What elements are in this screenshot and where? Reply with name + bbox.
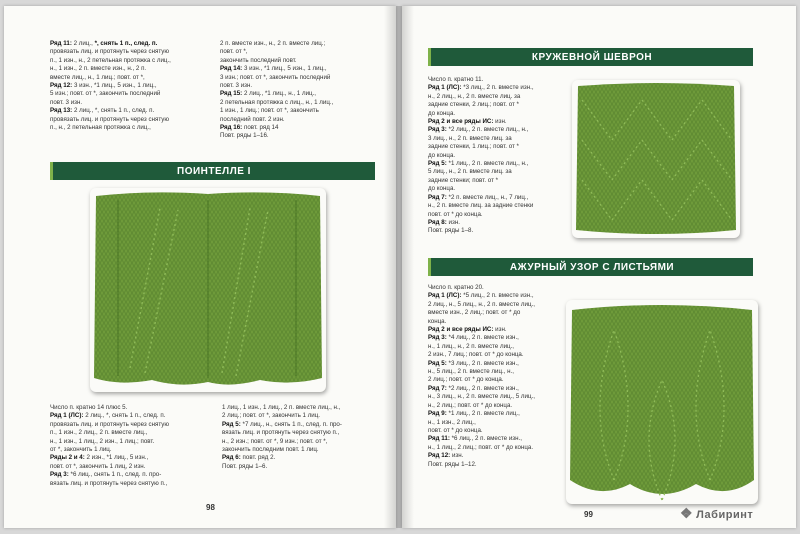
instruction-line bbox=[50, 124, 218, 132]
instruction-line bbox=[428, 334, 568, 342]
instruction-line bbox=[220, 40, 382, 48]
row-text: 2 петельная протяжка с лиц., н., 1 лиц., bbox=[220, 98, 334, 106]
instruction-line bbox=[50, 99, 218, 107]
row-text: н., 1 изн., 1 лиц., 2 изн., 1 лиц.; повт. bbox=[50, 437, 155, 445]
instruction-line bbox=[220, 99, 382, 107]
row-text: Повт. ряды 1–16. bbox=[220, 132, 269, 140]
row-text: повт. ряд 2. bbox=[242, 454, 276, 462]
instruction-line bbox=[222, 463, 382, 471]
instruction-line bbox=[220, 132, 382, 140]
row-text: задние стенки, 1 лиц.; повт. от * bbox=[428, 143, 519, 151]
row-text: н., 5 лиц., 2 п. вместе лиц., н., bbox=[428, 368, 515, 376]
instruction-line bbox=[220, 116, 382, 124]
instruction-line bbox=[50, 107, 218, 115]
row-text: Число п. кратно 20. bbox=[428, 284, 484, 291]
section-banner-pointelle bbox=[50, 162, 375, 180]
instruction-line bbox=[428, 76, 570, 84]
row-text: 1 лиц., 1 изн., 1 лиц., 2 п. вместе лиц., н., bbox=[222, 404, 341, 411]
row-text: до конца. bbox=[428, 185, 456, 193]
row-text: закончить последний повт. bbox=[220, 56, 297, 64]
row-text: Повт. ряды 1–6. bbox=[222, 462, 268, 470]
row-label: Ряд 14: bbox=[220, 65, 244, 73]
row-text: вязать лиц. и протянуть через снятую п., bbox=[50, 479, 168, 487]
instructions-bottom-col1 bbox=[50, 404, 220, 488]
row-text: закончить последним повт. 1 лиц. bbox=[222, 446, 319, 454]
row-label: Ряд 16: bbox=[220, 124, 244, 132]
row-text: н., 2 лиц., н., 2 п. вместе лиц. за bbox=[428, 92, 521, 100]
row-label: Ряд 1 (ЛС): bbox=[50, 412, 86, 420]
instruction-line bbox=[220, 48, 382, 56]
row-label: Ряд 6: bbox=[222, 454, 243, 462]
row-text: 2 лиц., *, снять 1 п., след. п. bbox=[73, 107, 155, 115]
row-text: Повт. ряды 1–12. bbox=[428, 460, 477, 468]
row-text: изн. bbox=[448, 218, 460, 226]
instruction-line bbox=[428, 461, 568, 469]
instruction-line bbox=[428, 202, 570, 210]
row-label: Ряд 2 и все ряды ИС: bbox=[428, 326, 496, 334]
row-label: Ряд 7: bbox=[428, 193, 449, 201]
instruction-line bbox=[428, 135, 570, 143]
instruction-line bbox=[50, 40, 218, 48]
instruction-line bbox=[428, 284, 568, 292]
row-text: н., 1 лиц., 2 лиц.; повт. от * до конца. bbox=[428, 443, 534, 451]
row-text: повт. 3 изн. bbox=[50, 98, 83, 106]
swatch-photo-pointelle bbox=[90, 188, 326, 392]
instruction-line bbox=[428, 435, 568, 443]
instruction-line bbox=[428, 309, 568, 317]
row-label: Ряд 11: bbox=[50, 40, 74, 47]
row-text: вместе изн., 2 лиц.; повт. от * до bbox=[428, 309, 521, 317]
instruction-line bbox=[220, 57, 382, 65]
instruction-line bbox=[428, 419, 568, 427]
instruction-line bbox=[428, 168, 570, 176]
instruction-line bbox=[428, 427, 568, 435]
instruction-line bbox=[428, 402, 568, 410]
instruction-line bbox=[428, 376, 568, 384]
row-label: Ряд 11: bbox=[428, 435, 452, 443]
instruction-line bbox=[220, 74, 382, 82]
instruction-line bbox=[428, 160, 570, 168]
row-text: 3 изн.; повт. от *, закончить последний bbox=[220, 73, 331, 81]
instruction-line bbox=[222, 421, 382, 429]
instructions-top-col1 bbox=[50, 40, 218, 132]
instructions-bottom-col2 bbox=[222, 404, 382, 471]
row-text: н., 2 изн.; повт. от *, 9 изн.; повт. от *, bbox=[222, 437, 328, 445]
instruction-line bbox=[50, 438, 220, 446]
instruction-line bbox=[428, 227, 570, 235]
section-title: КРУЖЕВНОЙ ШЕВРОН bbox=[531, 51, 653, 63]
instructions-top-col2 bbox=[220, 40, 382, 141]
row-text: Число п. кратно 11. bbox=[428, 76, 484, 83]
row-text: 3 изн., *1 лиц., 5 изн., 1 лиц., bbox=[243, 65, 327, 73]
row-label: Ряд 12: bbox=[428, 452, 452, 460]
row-label: Ряд 12: bbox=[50, 82, 74, 90]
row-text: н., 1 изн., 2 п. вместе изн., н., 2 п. bbox=[50, 65, 147, 73]
row-text: п., н., 2 петельная протяжка с лиц., bbox=[50, 124, 151, 132]
instruction-line bbox=[50, 412, 220, 420]
row-text: *4 лиц., 2 п. вместе изн., bbox=[448, 334, 519, 342]
row-text: конца. bbox=[428, 317, 447, 325]
row-text: н., 2 лиц.; повт. от * до конца. bbox=[428, 401, 513, 409]
row-text: повт. от * до конца. bbox=[428, 210, 483, 218]
instruction-line bbox=[428, 360, 568, 368]
row-text: 1 изн., 1 лиц.; повт. от *, закончить bbox=[220, 107, 319, 115]
instruction-line bbox=[428, 101, 570, 109]
instruction-line bbox=[428, 444, 568, 452]
row-label: Ряд 8: bbox=[428, 218, 449, 226]
row-text: провязать лиц. и протянуть через снятую bbox=[50, 420, 169, 428]
instruction-line bbox=[50, 480, 220, 488]
instruction-line bbox=[428, 301, 568, 309]
instruction-line bbox=[50, 57, 218, 65]
row-label: Ряды 2 и 4: bbox=[50, 454, 87, 462]
instruction-line bbox=[428, 326, 568, 334]
row-text: н., 1 лиц., н., 2 п. вместе лиц., bbox=[428, 342, 515, 350]
row-label: Ряд 9: bbox=[428, 410, 449, 418]
instruction-line bbox=[428, 177, 570, 185]
row-text: 3 изн., *1 лиц., 5 изн., 1 лиц., bbox=[73, 82, 157, 90]
section-banner-chevron bbox=[428, 48, 753, 66]
swatch-photo-leaf-lace bbox=[566, 300, 758, 504]
row-text: повт. от * до конца. bbox=[428, 426, 483, 434]
instruction-line bbox=[222, 438, 382, 446]
instruction-line bbox=[222, 429, 382, 437]
row-text: *6 лиц., 2 п. вместе изн., bbox=[451, 435, 522, 443]
row-label: Ряд 15: bbox=[220, 90, 244, 98]
row-label: Ряд 3: bbox=[428, 334, 449, 342]
instruction-line bbox=[428, 110, 570, 118]
row-text: н., 1 изн., 2 лиц., bbox=[428, 418, 476, 426]
instruction-line bbox=[220, 107, 382, 115]
row-text: *5 лиц., 2 п. вместе изн., bbox=[463, 292, 534, 300]
row-text: вязать лиц. и протянуть через снятую п., bbox=[222, 429, 340, 437]
row-text: *6 лиц., снять 1 п., след. п. про- bbox=[70, 471, 162, 479]
row-label: Ряд 7: bbox=[428, 384, 449, 392]
logo-text: Лабиринт bbox=[696, 509, 754, 521]
instruction-line bbox=[428, 211, 570, 219]
row-text: н., 2 п. вместе лиц. за задние стенки bbox=[428, 202, 534, 210]
row-label: Ряд 1 (ЛС): bbox=[428, 84, 464, 92]
instruction-line bbox=[222, 446, 382, 454]
instruction-line bbox=[50, 82, 218, 90]
instruction-line bbox=[428, 185, 570, 193]
row-text: *2 п. вместе лиц., н., 7 лиц., bbox=[448, 193, 529, 201]
instruction-line bbox=[428, 219, 570, 227]
row-text: *3 лиц., 2 п. вместе изн., bbox=[463, 84, 534, 92]
swatch-photo-lace-chevron bbox=[572, 80, 740, 238]
row-text: *1 лиц., 2 п. вместе лиц., н., bbox=[448, 160, 529, 168]
row-text: 2 изн., *1 лиц., 5 изн., bbox=[86, 454, 149, 462]
labirint-logo bbox=[680, 505, 753, 522]
instruction-line bbox=[428, 368, 568, 376]
row-text: 2 лиц.; повт. от * до конца. bbox=[428, 376, 504, 384]
instruction-line bbox=[220, 124, 382, 132]
instruction-line bbox=[428, 351, 568, 359]
row-text: изн. bbox=[495, 118, 507, 126]
instruction-line bbox=[222, 454, 382, 462]
row-text: изн. bbox=[451, 452, 464, 460]
instruction-line bbox=[50, 65, 218, 73]
row-text: 5 изн.; повт. от *, закончить последний bbox=[50, 90, 161, 98]
instruction-line bbox=[428, 318, 568, 326]
instruction-line bbox=[50, 454, 220, 462]
instruction-line bbox=[50, 421, 220, 429]
section-title: АЖУРНЫЙ УЗОР С ЛИСТЬЯМИ bbox=[509, 261, 675, 273]
row-text: до конца. bbox=[428, 151, 456, 159]
instruction-line bbox=[428, 452, 568, 460]
section-title: ПОИНТЕЛЛЕ I bbox=[177, 165, 251, 177]
instruction-line bbox=[222, 404, 382, 412]
row-label: Ряд 5: bbox=[428, 359, 449, 367]
row-text: 2 лиц., bbox=[73, 40, 95, 47]
row-text: п., 1 изн., н., 2 петельная протяжка с лиц., bbox=[50, 56, 171, 64]
page-number-left: 98 bbox=[206, 503, 215, 512]
row-text: *1 лиц., 2 п. вместе лиц., bbox=[448, 410, 520, 418]
row-label: Ряд 5: bbox=[428, 160, 449, 168]
row-text: изн. bbox=[495, 326, 507, 334]
row-text: п., 1 изн., 2 лиц., 2 п. вместе лиц., bbox=[50, 429, 148, 437]
row-text: 2 лиц.; повт. от *, закончить 1 лиц. bbox=[222, 412, 321, 420]
instruction-line bbox=[220, 82, 382, 90]
page-number-right: 99 bbox=[584, 510, 593, 519]
row-text: задние стенки, 2 лиц.; повт. от * bbox=[428, 101, 519, 109]
row-text: провязать лиц. и протянуть через снятую bbox=[50, 48, 169, 56]
row-text: от *, закончить 1 лиц. bbox=[50, 446, 112, 454]
instruction-line bbox=[428, 410, 568, 418]
instruction-line bbox=[428, 393, 568, 401]
row-text: Число п. кратно 14 плюс 5. bbox=[50, 404, 128, 411]
instruction-line bbox=[428, 126, 570, 134]
instruction-line bbox=[428, 194, 570, 202]
row-text: до конца. bbox=[428, 109, 456, 117]
instruction-line bbox=[50, 90, 218, 98]
instruction-line bbox=[50, 116, 218, 124]
row-text: 2 изн., 7 лиц.; повт. от * до конца. bbox=[428, 351, 524, 359]
row-text: 2 лиц., *, снять 1 п., след. п. bbox=[85, 412, 166, 420]
instruction-line bbox=[220, 90, 382, 98]
instruction-line bbox=[428, 343, 568, 351]
instruction-line bbox=[50, 48, 218, 56]
row-text: задние стенки; повт. от * bbox=[428, 176, 499, 184]
row-label: Ряд 13: bbox=[50, 107, 74, 115]
instruction-line bbox=[50, 446, 220, 454]
instruction-line bbox=[222, 412, 382, 420]
section-banner-leaves bbox=[428, 258, 753, 276]
row-label: Ряд 3: bbox=[50, 471, 71, 479]
labyrinth-icon: ❖ bbox=[680, 505, 694, 521]
row-label: Ряд 2 и все ряды ИС: bbox=[428, 118, 496, 126]
instruction-line bbox=[220, 65, 382, 73]
row-text: 2 п. вместе изн., н., 2 п. вместе лиц.; bbox=[220, 40, 326, 47]
instruction-line bbox=[428, 143, 570, 151]
row-text: *2 лиц., 2 п. вместе изн., bbox=[448, 384, 519, 392]
row-label: Ряд 5: bbox=[222, 420, 243, 428]
row-text: повт. ряд 14 bbox=[243, 124, 279, 132]
row-text: повт. от *, bbox=[220, 48, 248, 56]
instruction-line bbox=[50, 429, 220, 437]
row-text: 3 лиц., н., 2 п. вместе лиц. за bbox=[428, 134, 512, 142]
row-label: *, снять 1 п., след. п. bbox=[94, 40, 158, 47]
instruction-line bbox=[428, 385, 568, 393]
row-text: н., 3 лиц., н., 2 п. вместе лиц., 5 лиц., bbox=[428, 393, 535, 401]
row-text: 2 лиц., *1 лиц., н., 1 лиц., bbox=[243, 90, 317, 98]
row-text: последний повт. 2 изн. bbox=[220, 115, 285, 123]
instruction-line bbox=[428, 292, 568, 300]
row-text: *2 лиц., 2 п. вместе лиц., н., bbox=[448, 126, 529, 134]
instruction-line bbox=[50, 74, 218, 82]
row-text: провязать лиц. и протянуть через снятую bbox=[50, 115, 169, 123]
instruction-line bbox=[428, 152, 570, 160]
row-text: *7 лиц., н., снять 1 п., след. п. про- bbox=[242, 420, 342, 428]
instructions-leaves bbox=[428, 284, 568, 469]
row-text: вместе лиц., н., 1 лиц.; повт. от *, bbox=[50, 73, 145, 81]
row-text: повт. от *, закончить 1 лиц, 2 изн. bbox=[50, 462, 146, 470]
row-text: Повт. ряды 1–8. bbox=[428, 227, 474, 235]
row-text: 5 лиц., н., 2 п. вместе лиц. за bbox=[428, 168, 512, 176]
instruction-line bbox=[428, 118, 570, 126]
instructions-chevron bbox=[428, 76, 570, 236]
row-text: 2 лиц., н., 5 лиц., н., 2 п. вместе лиц., bbox=[428, 300, 535, 308]
row-label: Ряд 3: bbox=[428, 126, 449, 134]
instruction-line bbox=[428, 93, 570, 101]
instruction-line bbox=[50, 463, 220, 471]
row-text: повт. 3 изн. bbox=[220, 82, 253, 90]
row-text: *3 лиц., 2 п. вместе изн., bbox=[448, 359, 519, 367]
row-label: Ряд 1 (ЛС): bbox=[428, 292, 464, 300]
instruction-line bbox=[428, 84, 570, 92]
instruction-line bbox=[50, 471, 220, 479]
instruction-line bbox=[50, 404, 220, 412]
